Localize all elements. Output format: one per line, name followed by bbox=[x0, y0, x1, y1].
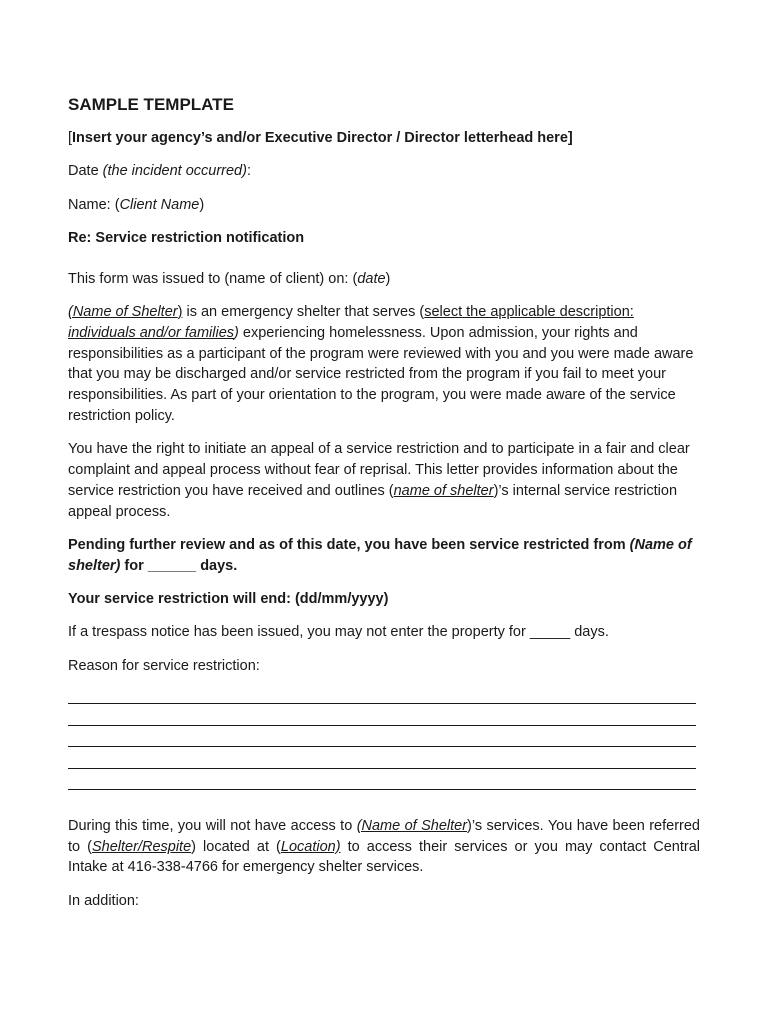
shelter-name-placeholder-3: (Name of Shelter bbox=[356, 817, 468, 834]
paragraph-shelter-description bbox=[68, 302, 700, 427]
pending-shelter: (Name of shelter) bbox=[68, 536, 692, 574]
respite-placeholder: Shelter/Respite bbox=[92, 838, 192, 855]
pending-review-statement bbox=[68, 535, 700, 577]
letterhead-text: Insert your agency’s and/or Executive Director / Director letterhead here] bbox=[72, 130, 573, 146]
shelter-close-paren: ) bbox=[177, 303, 183, 320]
letter-document bbox=[68, 94, 700, 924]
para1-text2: experiencing homelessness. Upon admission, your rights and responsibilities as a participant of the program were reviewed with you and you were made aware that you may be discharged and/or service restricted from the program if you fail to meet your responsibilities. As part of your orientation to the program, you were made aware of the service restriction policy. bbox=[68, 324, 694, 424]
issued-suffix: ) bbox=[385, 270, 391, 287]
issued-line bbox=[68, 269, 700, 290]
date-label: Date bbox=[68, 163, 103, 180]
reason-blank-line[interactable] bbox=[68, 726, 696, 747]
name-suffix: ) bbox=[199, 196, 205, 213]
para1-text1: is an emergency shelter that serves ( bbox=[182, 303, 425, 320]
document-title: SAMPLE TEMPLATE bbox=[68, 95, 234, 114]
name-hint: Client Name bbox=[119, 196, 200, 213]
reason-blank-line[interactable] bbox=[68, 683, 696, 704]
during-text3: ) located at ( bbox=[191, 838, 281, 855]
letterhead-instruction bbox=[68, 128, 700, 149]
date-suffix: : bbox=[246, 163, 251, 180]
in-addition-label: In addition: bbox=[68, 892, 139, 909]
shelter-name-placeholder-2: name of shelter bbox=[393, 482, 494, 499]
reason-blank-line[interactable] bbox=[68, 704, 696, 725]
reason-blank-line[interactable] bbox=[68, 769, 696, 790]
pending-text1: Pending further review and as of this date, you have been service restricted from bbox=[68, 536, 630, 553]
paragraph-appeal-rights bbox=[68, 439, 700, 522]
letterhead-open-bracket: [ bbox=[68, 130, 73, 146]
during-text2: )’s services. You have been referred to ( bbox=[68, 817, 700, 855]
individuals-placeholder: individuals and/or families bbox=[68, 324, 235, 341]
re-line: Re: Service restriction notification bbox=[68, 229, 305, 246]
pending-text2: for ______ days. bbox=[120, 557, 238, 574]
trespass-line: If a trespass notice has been issued, you may not enter the property for _____ days. bbox=[68, 624, 609, 641]
reason-label: Reason for service restriction: bbox=[68, 657, 260, 674]
issued-text: This form was issued to (name of client) on: ( bbox=[68, 270, 358, 287]
paragraph-referral bbox=[68, 816, 700, 878]
location-placeholder: Location) bbox=[280, 838, 341, 855]
restriction-end-line: Your service restriction will end: (dd/mm/yyyy) bbox=[68, 591, 389, 608]
reason-lines bbox=[68, 683, 700, 790]
reason-blank-line[interactable] bbox=[68, 747, 696, 768]
name-label: Name: ( bbox=[68, 196, 120, 213]
date-hint: (the incident occurred) bbox=[102, 163, 247, 180]
description-placeholder: select the applicable description: bbox=[424, 303, 634, 320]
shelter-name-placeholder: (Name of Shelter bbox=[68, 303, 178, 320]
during-text4: to access their services or you may contact Central Intake at 416-338-4766 for emergency shelter services. bbox=[68, 838, 700, 876]
date-line bbox=[68, 161, 700, 182]
para2-text2: )’s internal service restriction appeal process. bbox=[68, 482, 678, 520]
issued-date-hint: date bbox=[357, 270, 386, 287]
name-line bbox=[68, 195, 700, 216]
para2-text1: You have the right to initiate an appeal of a service restriction and to participate in a fair and clear complaint and appeal process without fear of reprisal. This letter provides information about the service restriction you have received and outlines ( bbox=[68, 441, 690, 499]
during-text1: During this time, you will not have access to bbox=[68, 817, 357, 834]
para1-close2: ) bbox=[234, 324, 239, 341]
